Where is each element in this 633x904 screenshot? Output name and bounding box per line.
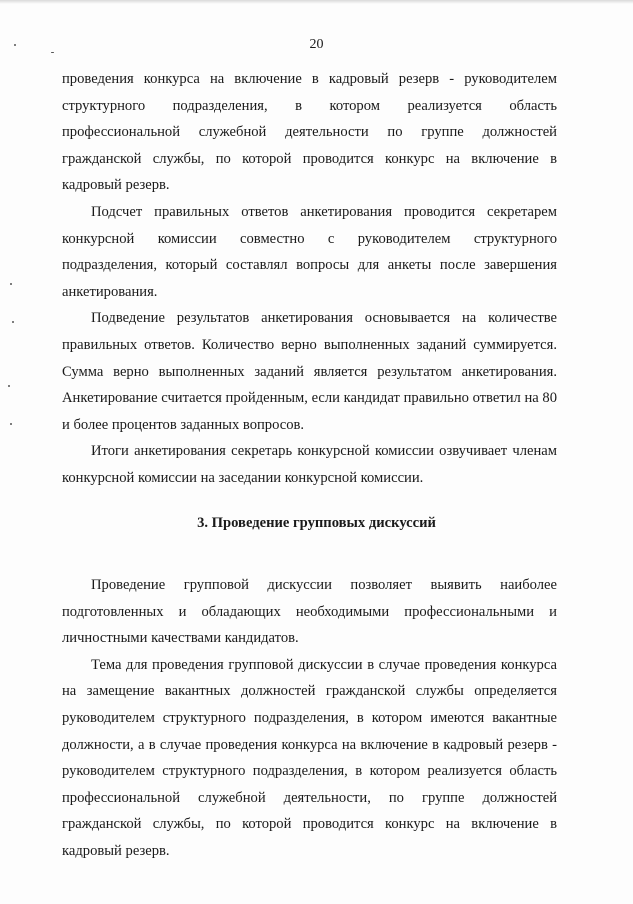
section-heading: 3. Проведение групповых дискуссий [197,515,436,531]
paragraph: Итоги анкетирования секретарь конкурсной комиссии озвучивает членам конкурсной комиссии на заседании конкурсной комиссии. [62,443,557,486]
scan-top-edge [0,0,633,4]
paragraph-continuation: проведения конкурса на включение в кадровый резерв - руководителем структурного подразделения, в котором реализуется область профессиональной служебной деятельности по группе должностей гражданской службы, по которой проводится конкурс на включение в кадровый резерв. [62,71,557,194]
paragraph: Подсчет правильных ответов анкетирования проводится секретарем конкурсной комиссии совместно с руководителем структурного подразделения, который составлял вопросы для анкеты после завершения анкетирования. [62,203,557,300]
body-text-top [62,66,557,492]
scan-speck [12,321,14,323]
page-number: 20 [309,37,324,52]
paragraph: Проведение групповой дискуссии позволяет выявить наиболее подготовленных и обладающих необходимыми профессиональными и личностными качествами кандидатов. [62,577,557,647]
scan-speck [8,385,10,387]
scan-speck [10,423,12,425]
body-text-bottom [62,572,557,865]
scan-speck [10,283,12,285]
paragraph: Подведение результатов анкетирования основывается на количестве правильных ответов. Количество верно выполненных заданий суммируется. Сумма верно выполненных заданий является результатом анкетирования. Анкетирование считается пройденным, если кандидат правильно ответил на 80 и более процентов заданных вопросов. [62,310,557,433]
paragraph: Тема для проведения групповой дискуссии в случае проведения конкурса на замещение вакантных должностей гражданской службы определяется руководителем структурного подразделения, в котором имеются вакантные должности, а в случае проведения конкурса на включение в кадровый резерв - руководителем структурного подразделения, в котором реализуется область профессиональной служебной деятельности, по группе должностей гражданской службы, по которой проводится конкурс на включение в кадровый резерв. [62,656,557,859]
